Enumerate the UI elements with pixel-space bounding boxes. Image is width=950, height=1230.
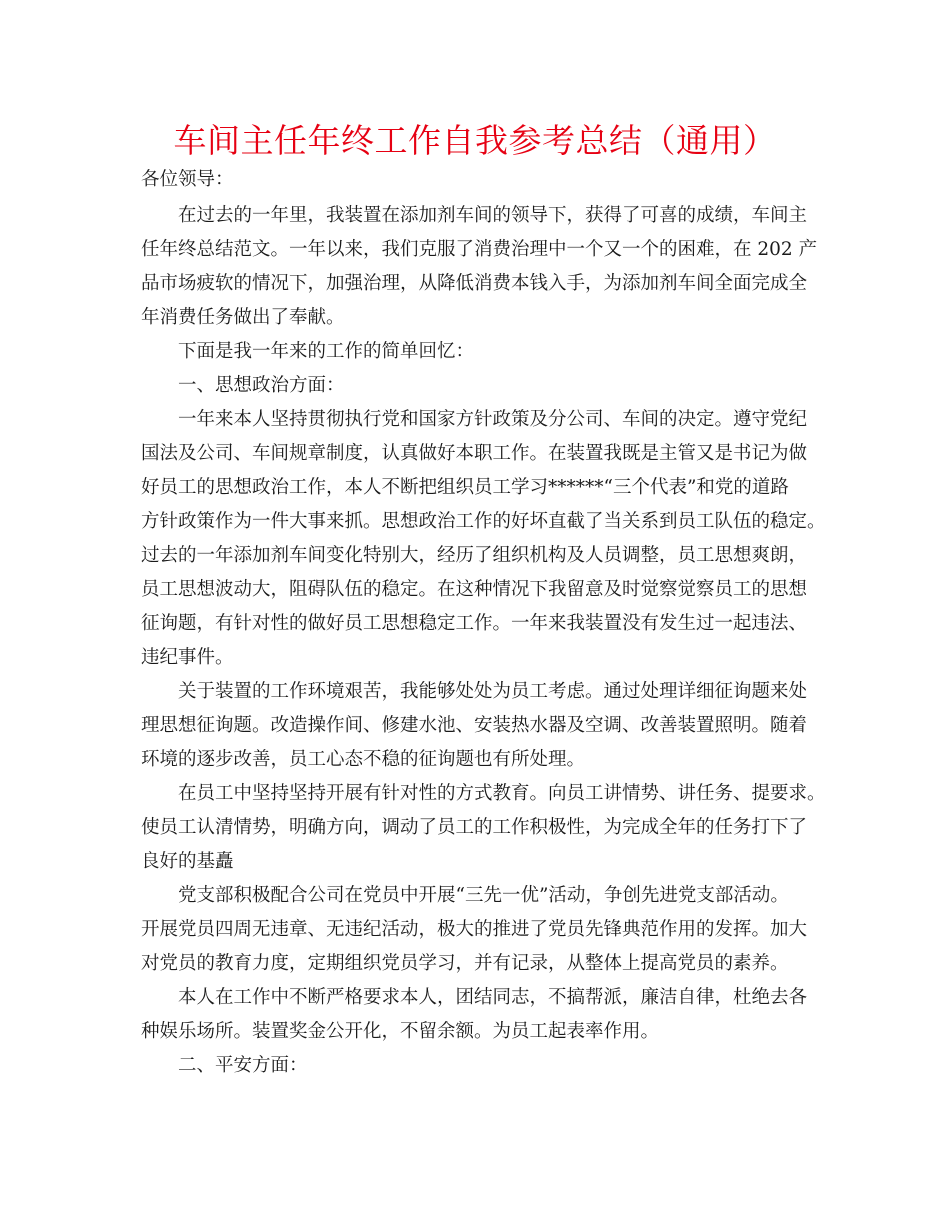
paragraph (141, 675, 821, 777)
paragraph-line: 方针政策作为一件大事来抓。思想政治工作的好坏直截了当关系到员工队伍的稳定。 (141, 511, 826, 532)
paragraph-line: 关于装置的工作环境艰苦，我能够处处为员工考虑。通过处理详细征询题来处 (178, 681, 808, 702)
salutation: 各位领导： (141, 169, 234, 190)
paragraph-line: 一年来本人坚持贯彻执行党和国家方针政策及分公司、车间的决定。遵守党纪 (178, 409, 808, 430)
paragraph (141, 199, 821, 335)
paragraph-line: 下面是我一年来的工作的简单回忆： (178, 341, 475, 362)
document-body (141, 165, 826, 1083)
paragraph-line: 征询题，有针对性的做好员工思想稳定工作。一年来我装置没有发生过一起违法、 (141, 613, 808, 634)
paragraph-line: 对党员的教育力度，定期组织党员学习，并有记录，从整体上提高党员的素养。 (141, 953, 789, 974)
paragraph-line: 环境的逐步改善，员工心态不稳的征询题也有所处理。 (141, 749, 586, 770)
paragraph-line: 年消费任务做出了奉献。 (141, 307, 345, 328)
paragraph (141, 777, 826, 879)
paragraph-line: 国法及公司、车间规章制度，认真做好本职工作。在装置我既是主管又是书记为做 (141, 443, 808, 464)
paragraph (141, 879, 821, 981)
paragraph-line: 员工思想波动大，阻碍队伍的稳定。在这种情况下我留意及时觉察觉察员工的思想 (141, 579, 808, 600)
paragraph (141, 403, 826, 675)
paragraph-line: 违纪事件。 (141, 647, 234, 668)
paragraph-line: 种娱乐场所。装置奖金公开化，不留余额。为员工起表率作用。 (141, 1021, 660, 1042)
paragraph-line: 理思想征询题。改造操作间、修建水池、安装热水器及空调、改善装置照明。随着 (141, 715, 808, 736)
paragraph-line: 品市场疲软的情况下，加强治理，从降低消费本钱入手，为添加剂车间全面完成全 (141, 273, 808, 294)
paragraph-line: 使员工认清情势，明确方向，调动了员工的工作积极性，为完成全年的任务打下了 (141, 817, 808, 838)
paragraph-line: 本人在工作中不断严格要求本人，团结同志，不搞帮派，廉洁自律，杜绝去各 (178, 987, 808, 1008)
paragraph (141, 335, 821, 369)
paragraph-line: 好员工的思想政治工作，本人不断把组织员工学习******“三个代表”和党的道路 (141, 477, 789, 498)
paragraph-line: 在过去的一年里，我装置在添加剂车间的领导下，获得了可喜的成绩，车间主 (178, 205, 808, 226)
paragraph-line: 党支部积极配合公司在党员中开展“三先一优”活动，争创先进党支部活动。 (178, 885, 789, 906)
paragraph-line: 任年终总结范文。一年以来，我们克服了消费治理中一个又一个的困难，在 202 产 (141, 239, 818, 260)
paragraph (141, 981, 821, 1049)
paragraph-line: 过去的一年添加剂车间变化特别大，经历了组织机构及人员调整，员工思想爽朗， (141, 545, 808, 566)
section-heading: 一、思想政治方面： (178, 375, 345, 396)
paragraph-line: 开展党员四周无违章、无违纪活动，极大的推进了党员先锋典范作用的发挥。加大 (141, 919, 808, 940)
section-heading: 二、平安方面： (178, 1055, 308, 1076)
document-title: 车间主任年终工作自我参考总结（通用） (173, 121, 777, 160)
paragraph-line: 在员工中坚持坚持开展有针对性的方式教育。向员工讲情势、讲任务、提要求。 (178, 783, 826, 804)
paragraph-line: 良好的基矗 (141, 851, 234, 872)
